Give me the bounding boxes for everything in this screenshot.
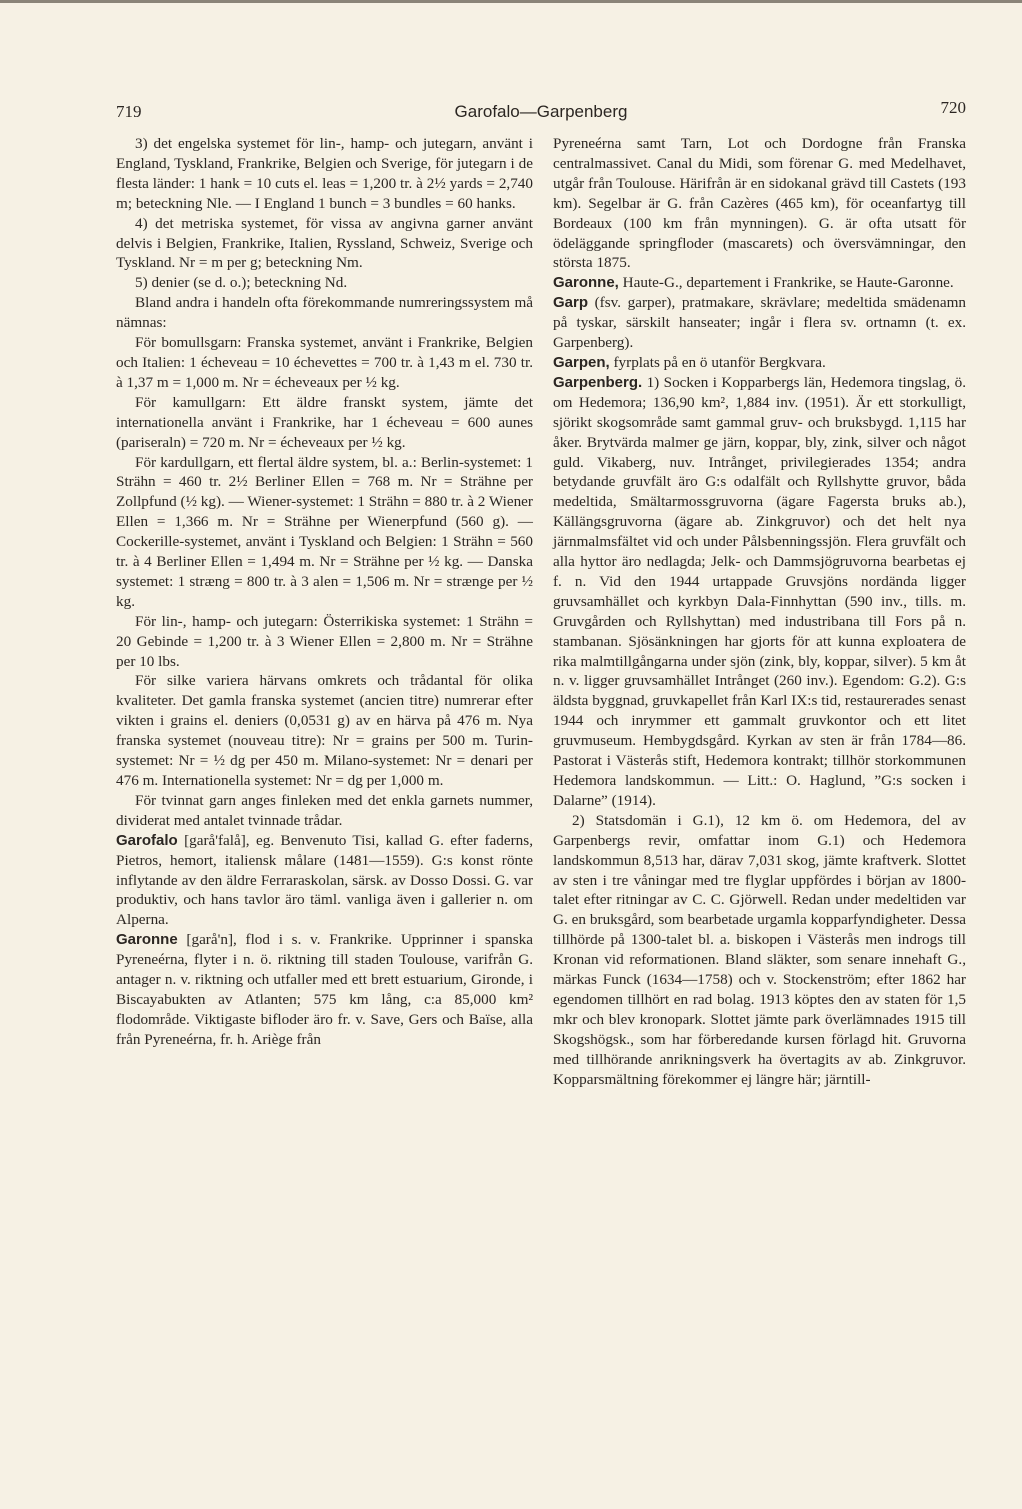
paragraph [116,671,533,790]
paragraph [553,134,966,273]
paragraph-text: 2) Statsdomän i G.1), 12 km ö. om Hedemora, del av Garpenbergs revir, omfattar inom G.1) och Hedemora landskommun 8,513 har, därav 7,031 skog, jämte kraftverk. Slottet av sten i tre våningar med tre flyglar uppfördes i början av 1800-talet efter ritningar av C. C. Gjörwell. Redan under medeltiden var G. en bruksgård, som bearbetade urgamla kopparfyndigheter. Dessa tillhörde på 1300-talet bl. a. biskopen i Västerås men indrogs till Kronan vid reformationen. Bland släkter, som senare innehaft G., märkas Funck (1634—1758) och v. Stockenström; efter 1862 har egendomen tillhört en rad bolag. 1913 köptes den av staten för 1,5 mkr och blev kronopark. Slottet jämte park överlämnades 1915 till Skogshögsk., som har förberedande kursen förlagd hit. Gruvorna med tillhörande anrikningsverk ha övertagits av ab. Zinkgruvor. Kopparsmältning förekommer ej längre här; järntill- [553,811,966,1088]
entry-headword: Garonne, [553,274,619,292]
paragraph-text: 3) det engelska systemet för lin-, hamp- och jutegarn, använt i England, Tyskland, Frankrike, Belgien och Sverige, för jutegarn i de flesta länder: 1 hank = 10 cuts el. leas = 1,200 tr. à 2½ yards = 2,740 m; beteckning Nle. — I England 1 bunch = 3 bundles = 60 hanks. [116,135,533,212]
paragraph-text: För bomullsgarn: Franska systemet, använt i Frankrike, Belgien och Italien: 1 écheveau = 10 échevettes = 700 tr. à 1,43 m el. 730 tr. à 1,37 m = 1,000 m. Nr = écheveaux per ½ kg. [116,334,533,391]
entry-text: (fsv. garper), pratmakare, skrävlare; medeltida smädenamn på tyskar, särskilt hanseater; ingår i flera sv. ortnamn (t. ex. Garpenberg). [553,294,966,352]
page-number-left: 719 [116,102,142,121]
entry-garofalo [116,831,533,931]
paragraph-text: 5) denier (se d. o.); beteckning Nd. [135,274,348,292]
entry-headword: Garpen, [553,353,610,371]
paragraph-text: För kamullgarn: Ett äldre franskt system, jämte det internationella använt i Frankrike, har 1 écheveau = 600 aunes (pariseraln) = 720 m. Nr = écheveaux per ½ kg. [116,393,533,451]
running-head: Garofalo—Garpenberg [454,102,628,121]
entry-text: Haute-G., departement i Frankrike, se Haute-Garonne. [618,274,954,292]
paragraph [116,293,533,333]
paragraph-text: För lin-, hamp- och jutegarn: Österrikiska systemet: 1 Strähn = 20 Gebinde = 1,200 tr. à 3 Wiener Ellen = 2,800 m. Nr = Strähne per 10 lbs. [116,612,533,670]
paragraph [116,791,533,831]
paragraph [116,333,533,393]
entry-text: [garå'falå], eg. Benvenuto Tisi, kallad G. efter faderns, Pietros, hemort, italiensk målare (1481—1559). G:s konst rönte inflytande av den äldre Ferraraskolan, särsk. av Dosso Dossi. G. var produktiv, och hans tavlor äro täml. vanliga även i gallerier n. om Alperna. [116,831,533,929]
entry-headword: Garpenberg. [553,373,643,391]
entry-text: 1) Socken i Kopparbergs län, Hedemora tingslag, ö. om Hedemora; 136,90 km², 1,884 inv. (1951). Är ett storkulligt, sjörikt skogsområde samt gammal gruv- och bruksbygd. 1,115 har åker. Brytvärda malmer ge järn, koppar, bly, zink, silver och något guld. Vikaberg, nuv. Intrånget, privilegierades 1354; andra betydande gruvfält äro G:s odalfält och Ryllshytte gruvor, båda medeltida, Smältarmossgruvorna (ägare Fagersta bruks ab.), Källängsgruvorna (ägare ab. Zinkgruvor) och det helt nya järnmalmsfältet vid och under Pålsbenningssjön. Flera gruvfält och alla hyttor äro nedlagda; Jelk- och Dammsjögruvorna bearbetas ej f. n. Vid den 1944 urtappade Gruvsjöns nordända ligger gruvsamhället och kyrkbyn Dala-Finnhyttan (590 inv., tills. m. Gruvgården och Ryllshyttan) med industribana till Fors på n. stambanan. Sjösänkningen har gjorts för att kunna exploatera de rika malmtillgångarna under sjön (zink, bly, koppar, silver). 5 km åt n. v. ligger gruvsamhället Intrånget (260 inv.). Egendom: G.2). G:s äldsta byggnad, gruvkapellet från Karl IX:s tid, restaurerades senast 1944 och inrymmer ett gammalt gruvkontor och ett litet gruvmuseum. Hembygdsgård. Kyrkan av sten är från 1784—86. Pastorat i Västerås stift, Hedemora kontrakt; tillhör storkommunen Hedemora landskommun. — Litt.: O. Haglund, ”G:s socken i Dalarne” (1914). [553,373,966,809]
entry-garp [553,293,966,353]
paragraph [116,612,533,672]
left-column [116,134,533,1050]
page-header [116,98,966,126]
paragraph-text: För silke variera härvans omkrets och trådantal för olika kvaliteter. Det gamla franska systemet (ancien titre) numrerar efter vikten i grains el. deniers (0,0531 g) av en härva på 476 m. Nya franska systemet (nouveau titre): Nr = grains per 500 m. Turin-systemet: Nr = ½ dg per 450 m. Milano-systemet: Nr = denari per 476 m. Internationella systemet: Nr = dg per 1,000 m. [116,672,533,789]
right-column [553,134,966,1090]
paragraph-text: Bland andra i handeln ofta förekommande numreringssystem må nämnas: [116,294,533,332]
paragraph [116,214,533,274]
entry-headword: Garp [553,294,589,312]
page-top-rule [0,0,1022,3]
entry-garpenberg [553,373,966,811]
entry-garonne [116,930,533,1049]
paragraph [116,393,533,453]
paragraph-text: Pyreneérna samt Tarn, Lot och Dordogne från Franska centralmassivet. Canal du Midi, som förenar G. med Medelhavet, utgår från Toulouse. Härifrån är en sidokanal grävd till Castets (193 km). Segelbar är G. från Cazères (465 km), för oceanfartyg till Bordeaux (100 km från mynningen). G. är ofta utsatt för ödeläggande springfloder (mascarets) och översvämningar, den största 1875. [553,135,966,272]
paragraph [116,453,533,612]
page-number-right: 720 [940,98,966,117]
paragraph [553,811,966,1090]
paragraph-text: För kardullgarn, ett flertal äldre system, bl. a.: Berlin-systemet: 1 Strähn = 460 tr. 2½ Berliner Ellen = 768 m. Nr = Strähne per Zollpfund (½ kg). — Wiener-systemet: 1 Strähn = 880 tr. à 2 Wiener Ellen = 1,366 m. Nr = Strähne per Wienerpfund (560 g). — Cockerille-systemet, använt i Tyskland och Belgien: 1 Strähn = 560 tr. à 4 Berliner Ellen = 1,494 m. Nr = Strähne per ½ kg. — Danska systemet: 1 stræng = 800 tr. à 3 alen = 1,506 m. Nr = strænge per ½ kg. [116,453,533,610]
paragraph [116,273,533,293]
paragraph [116,134,533,214]
entry-text: fyrplats på en ö utanför Bergkvara. [609,353,826,371]
paragraph-text: 4) det metriska systemet, för vissa av angivna garner använt delvis i Belgien, Frankrike, Italien, Ryssland, Schweiz, Sverige och Tyskland. Nr = m per g; beteckning Nm. [116,214,533,272]
entry-text: [garå'n], flod i s. v. Frankrike. Upprinner i spanska Pyreneérna, flyter i n. ö. riktning till staden Toulouse, varifrån G. antager n. v. riktning och utfaller med ett brett estuarium, Gironde, i Biscayabukten av Atlanten; 575 km lång, c:a 85,000 km² flodområde. Viktigaste bifloder äro fr. v. Save, Gers och Baïse, alla från Pyreneérna, fr. h. Ariège från [116,931,533,1048]
paragraph-text: För tvinnat garn anges finleken med det enkla garnets nummer, dividerat med antalet tvinnade trådar. [116,791,533,829]
entry-headword: Garofalo [116,831,178,849]
entry-garonne-haute [553,273,966,293]
entry-headword: Garonne [116,931,178,949]
entry-garpen [553,353,966,373]
